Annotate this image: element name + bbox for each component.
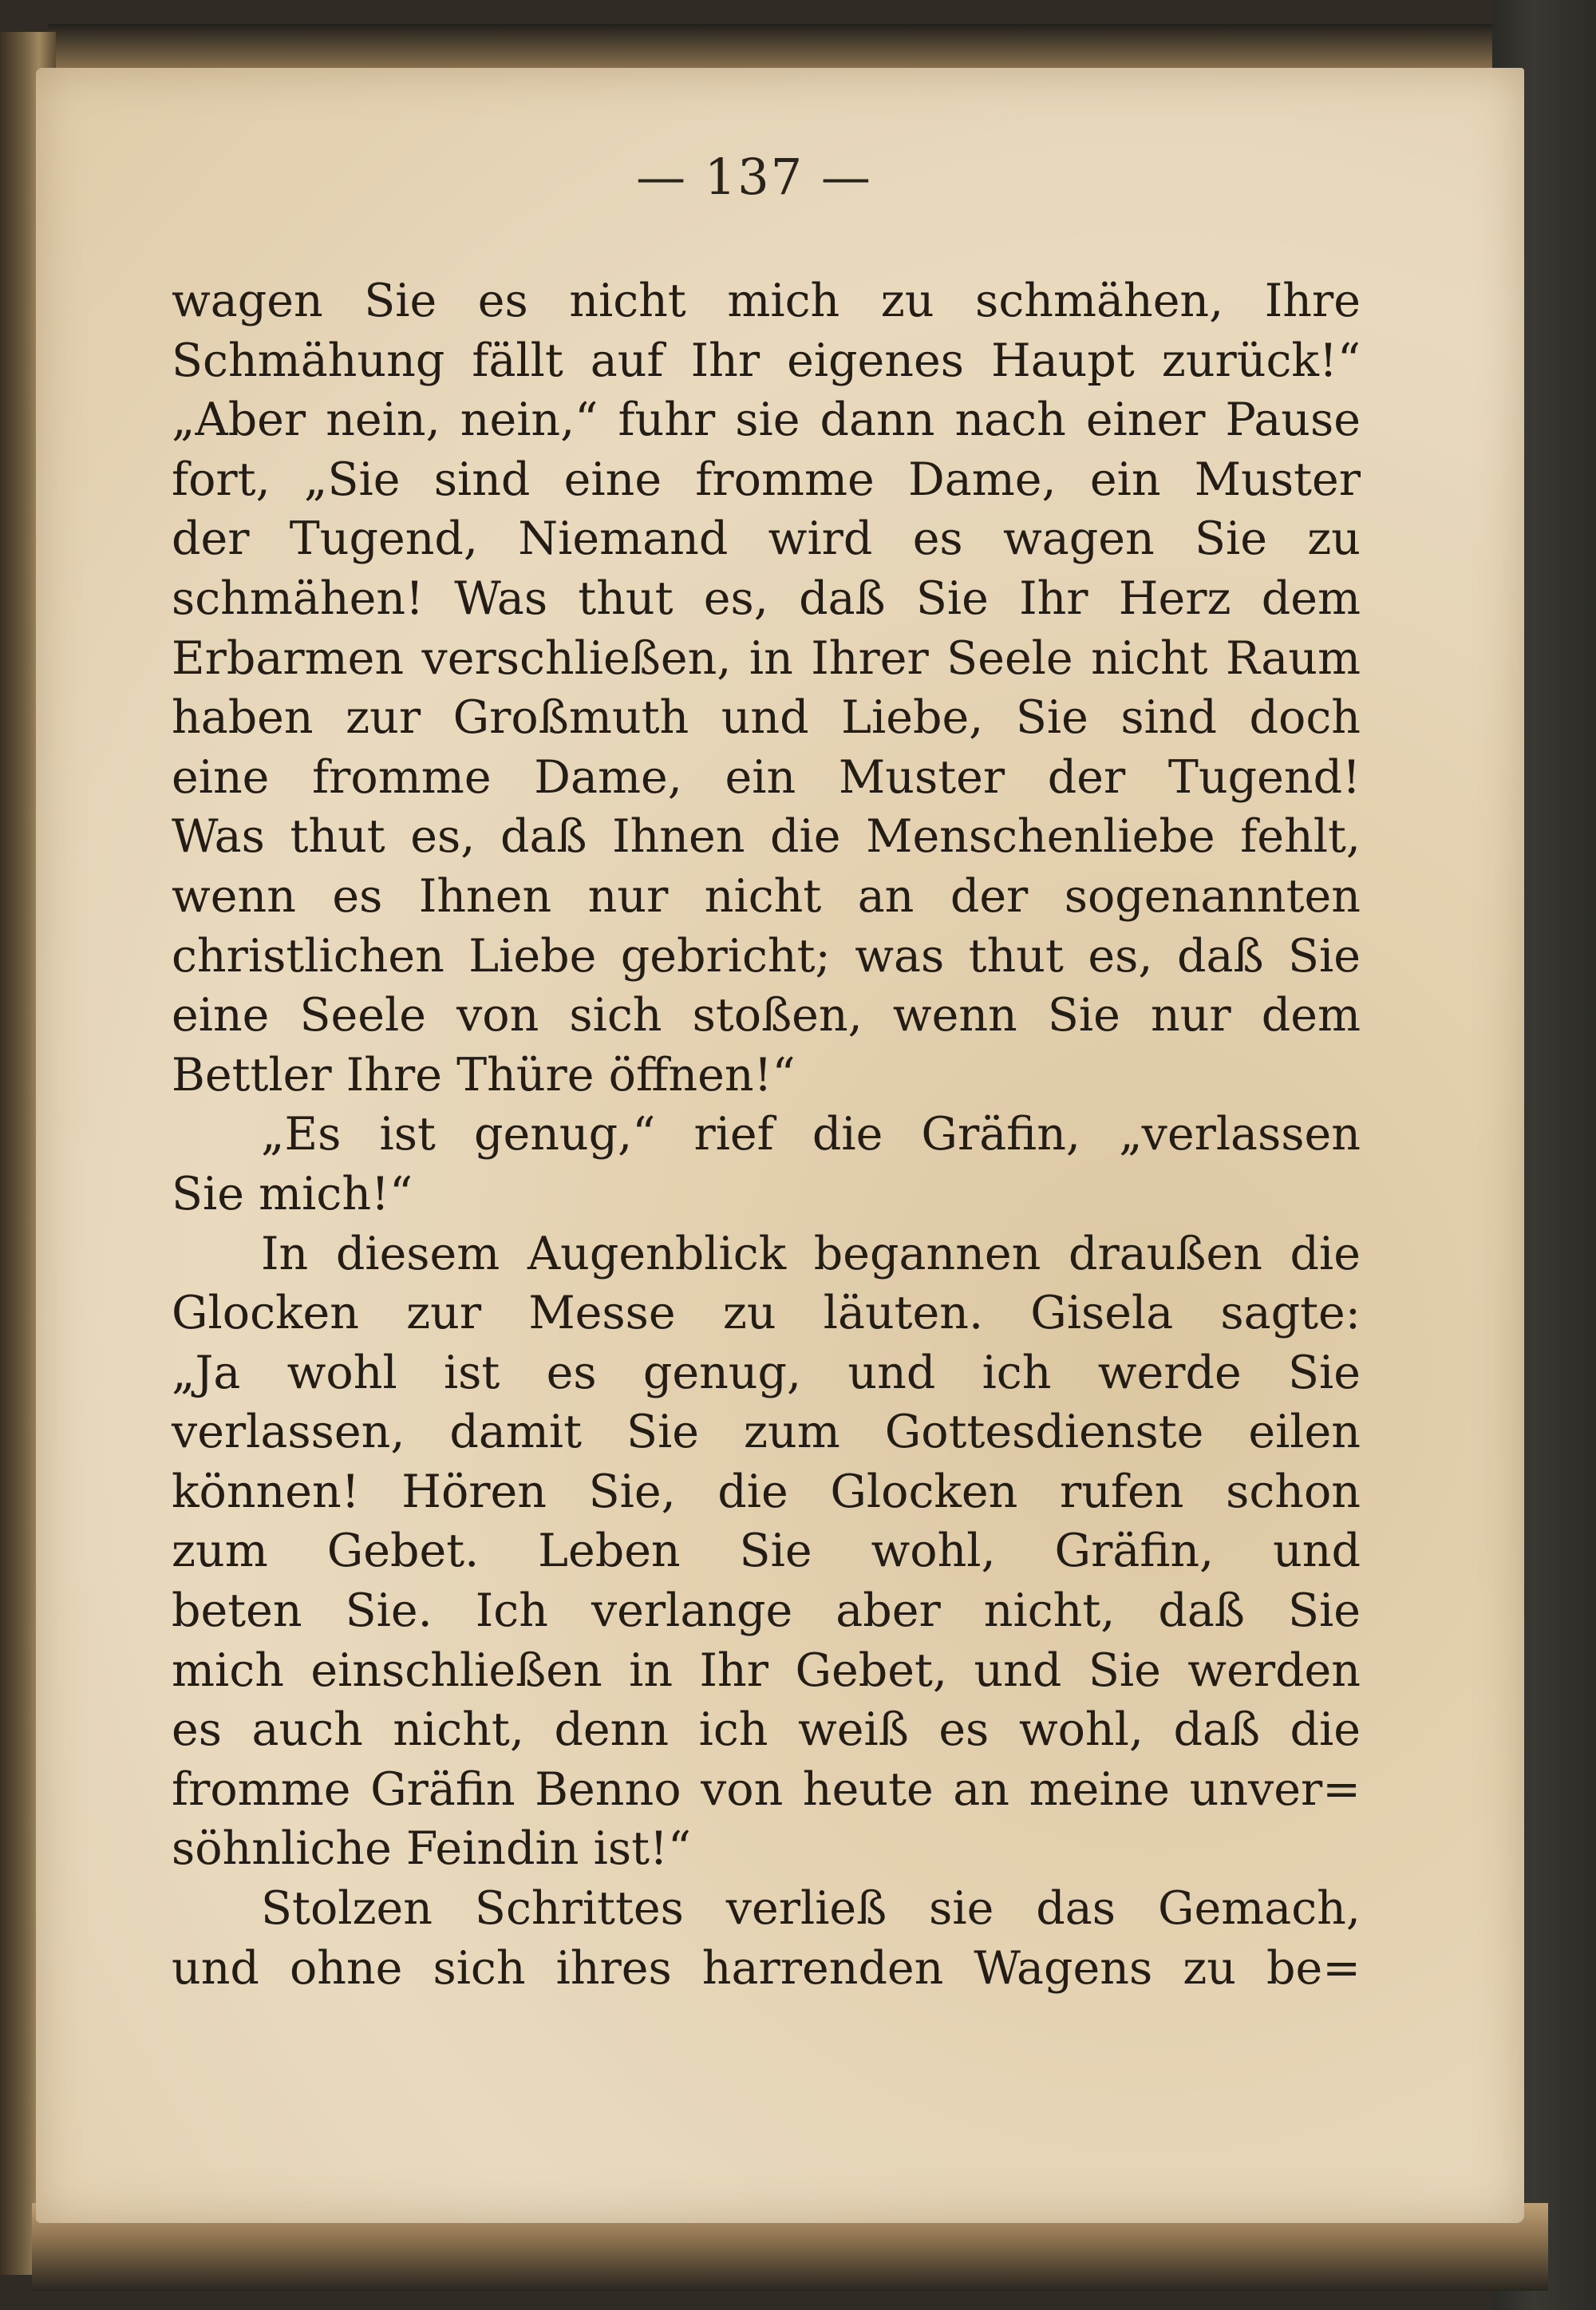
text-line: Was thut es, daß Ihnen die Menschenliebe fehlt,	[172, 810, 1361, 864]
text-line: haben zur Großmuth und Liebe, Sie sind doch	[172, 691, 1361, 745]
text-line: „Aber nein, nein,“ fuhr sie dann nach einer Pause	[172, 394, 1361, 447]
text-line: fromme Gräfin Benno von heute an meine unver=	[172, 1762, 1361, 1816]
text-line: söhnliche Feindin ist!“	[172, 1822, 692, 1876]
text-line: Glocken zur Messe zu läuten. Gisela sagte:	[172, 1287, 1361, 1340]
book-page	[36, 68, 1524, 2223]
text-line: „Es ist genug,“ rief die Gräfin, „verlassen	[261, 1108, 1361, 1161]
text-line: mich einschließen in Ihr Gebet, und Sie werden	[172, 1644, 1361, 1697]
page-number: — 137 —	[636, 148, 872, 206]
text-line: wenn es Ihnen nur nicht an der sogenannten	[172, 869, 1361, 923]
text-line: wagen Sie es nicht mich zu schmähen, Ihre	[172, 275, 1361, 327]
text-line: zum Gebet. Leben Sie wohl, Gräfin, und	[172, 1525, 1361, 1578]
text-line: Schmähung fällt auf Ihr eigenes Haupt zurück!“	[172, 334, 1361, 387]
text-line: der Tugend, Niemand wird es wagen Sie zu	[172, 512, 1361, 566]
text-line: können! Hören Sie, die Glocken rufen schon	[172, 1465, 1361, 1518]
text-line: Bettler Ihre Thüre öffnen!“	[172, 1048, 796, 1102]
text-line: Erbarmen verschließen, in Ihrer Seele nicht Raum	[172, 631, 1361, 685]
text-line: und ohne sich ihres harrenden Wagens zu be=	[172, 1941, 1361, 1995]
text-line: „Ja wohl ist es genug, und ich werde Sie	[172, 1346, 1361, 1399]
text-line: verlassen, damit Sie zum Gottesdienste eilen	[172, 1406, 1361, 1459]
text-line: fort, „Sie sind eine fromme Dame, ein Muster	[172, 453, 1361, 506]
text-line: Stolzen Schrittes verließ sie das Gemach,	[261, 1882, 1361, 1936]
text-line: eine Seele von sich stoßen, wenn Sie nur dem	[172, 989, 1361, 1042]
text-line: es auch nicht, denn ich weiß es wohl, daß die	[172, 1703, 1361, 1757]
text-line: Sie mich!“	[172, 1167, 413, 1220]
text-line: eine fromme Dame, ein Muster der Tugend!	[172, 750, 1361, 804]
page-body-text	[172, 271, 1361, 1998]
text-line: beten Sie. Ich verlange aber nicht, daß Sie	[172, 1584, 1361, 1638]
text-line: christlichen Liebe gebricht; was thut es, daß Sie	[172, 929, 1361, 983]
text-line: In diesem Augenblick begannen draußen die	[261, 1227, 1361, 1280]
text-line: schmähen! Was thut es, daß Sie Ihr Herz dem	[172, 572, 1361, 625]
